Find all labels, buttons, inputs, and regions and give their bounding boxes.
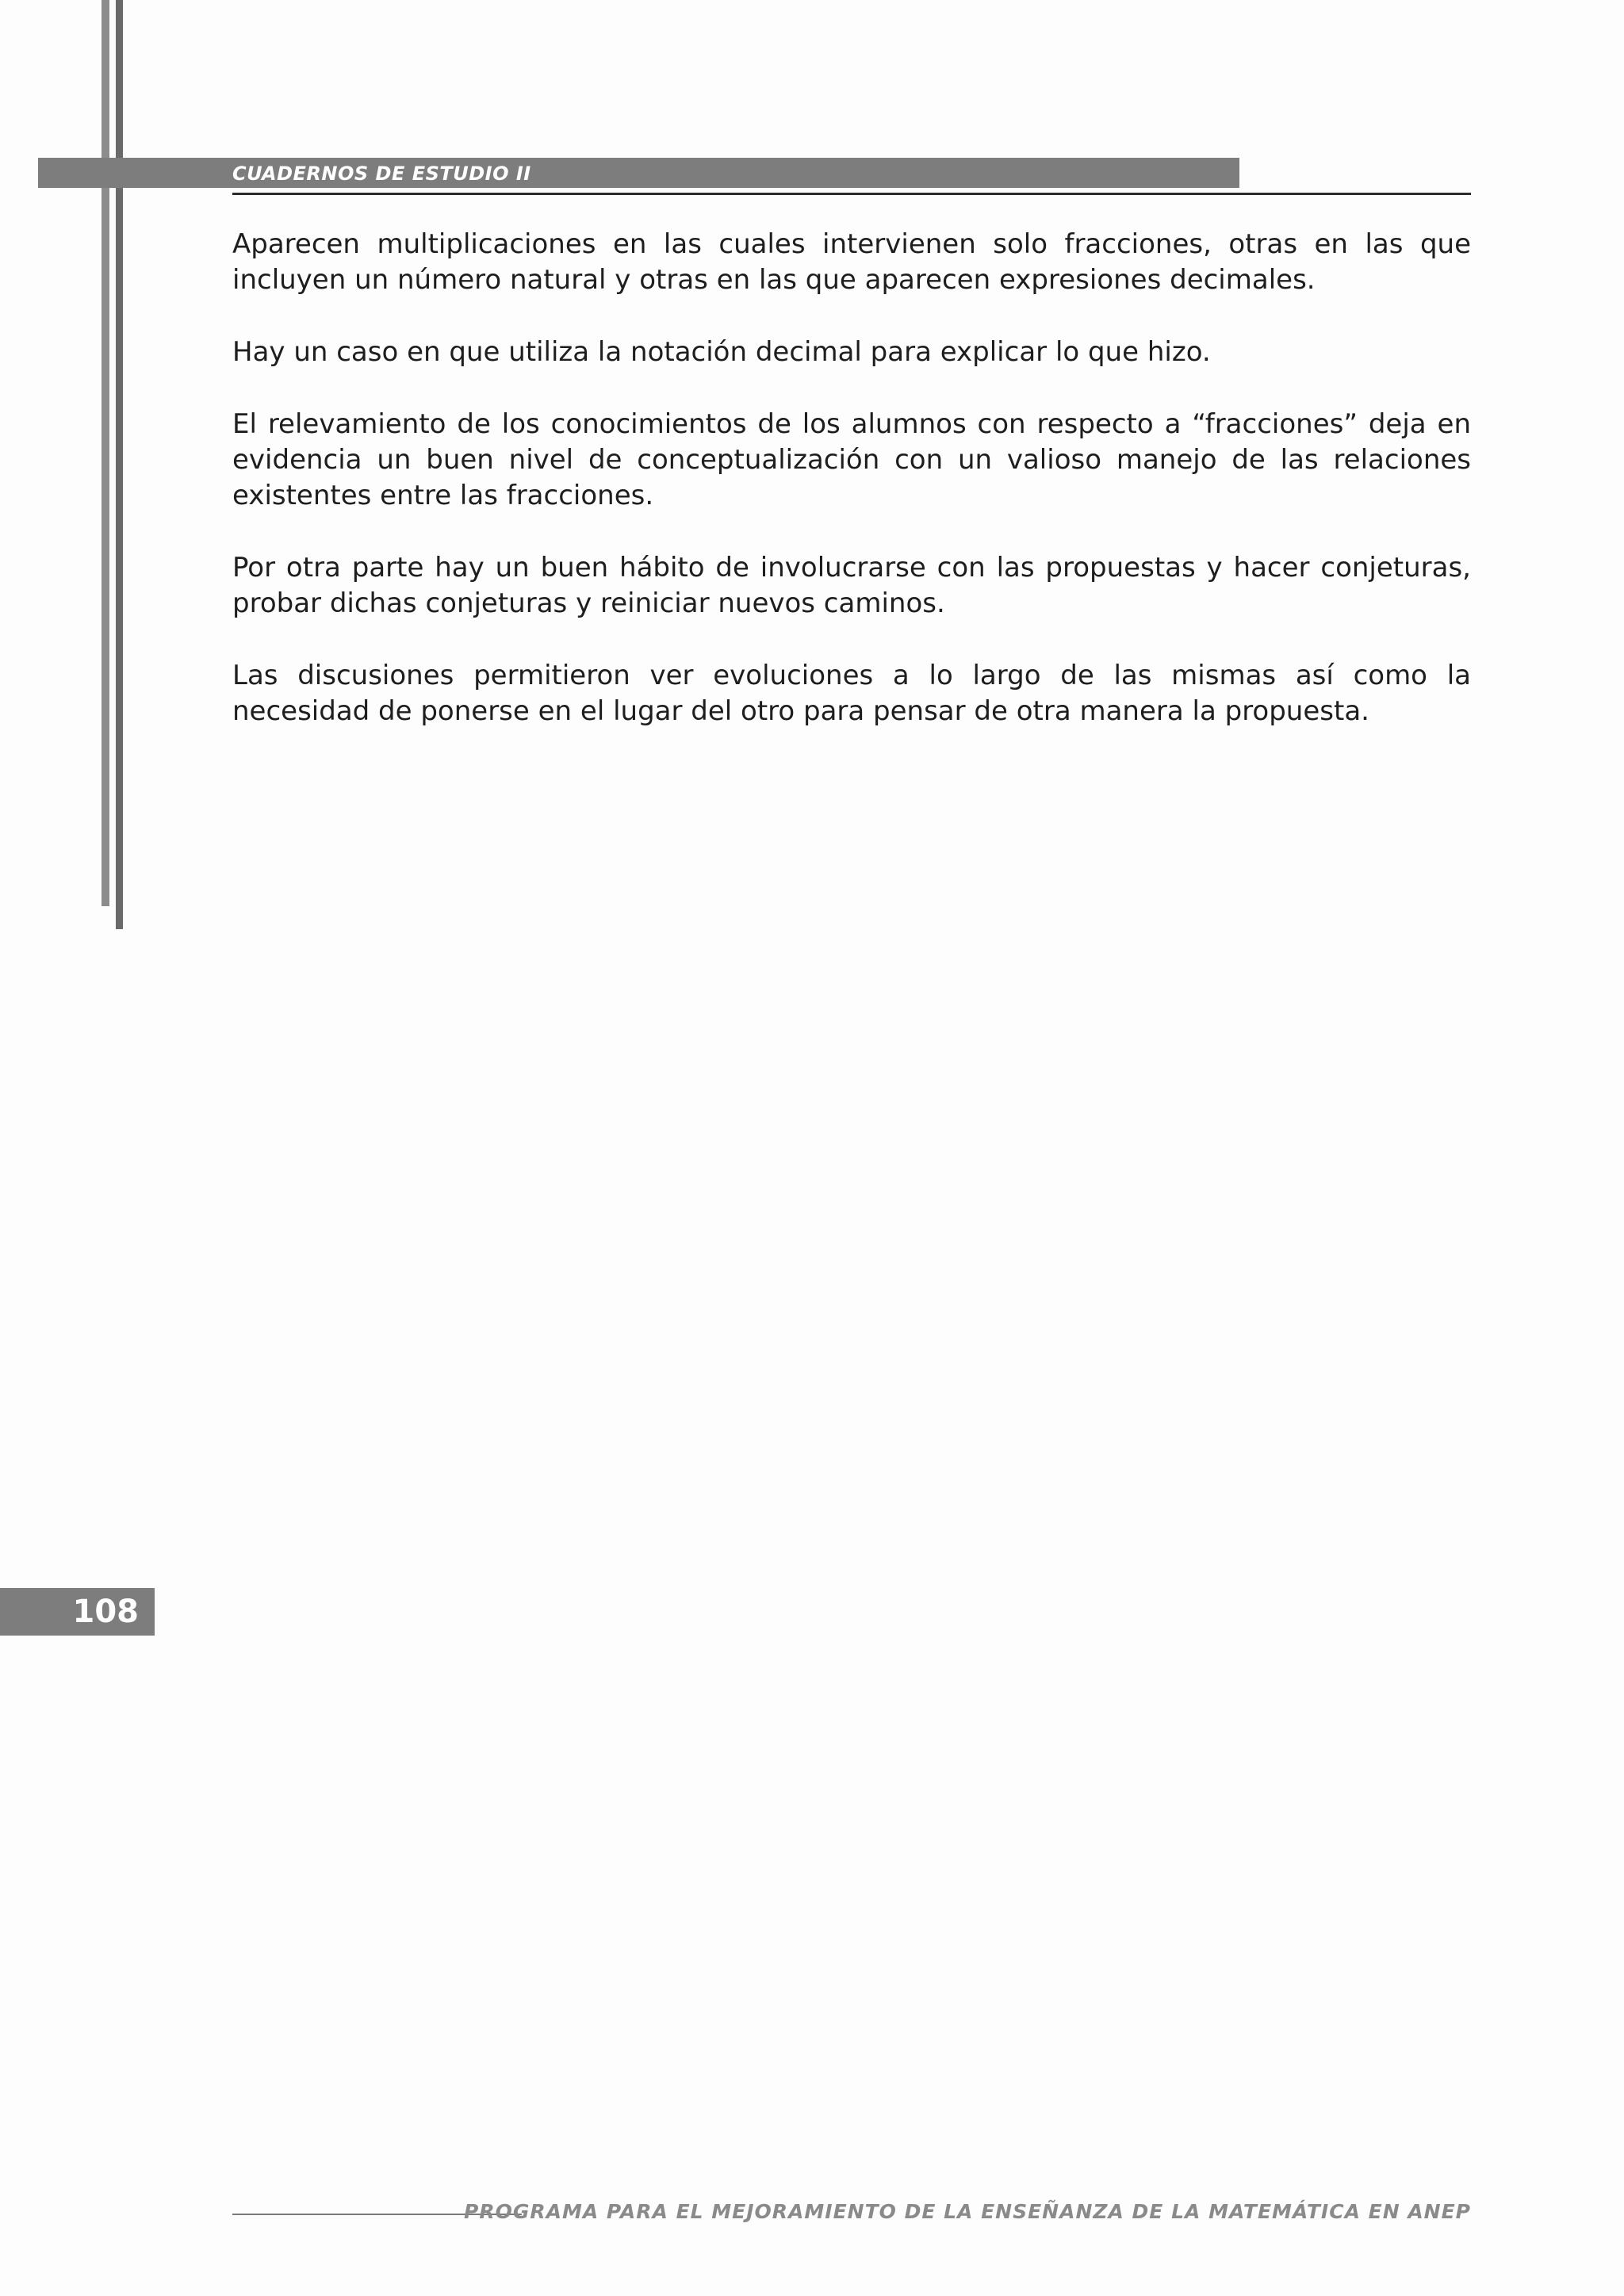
header-rule	[232, 193, 1471, 195]
decorative-vertical-bar-right	[116, 0, 123, 929]
main-content	[232, 227, 1471, 766]
paragraph: Las discusiones permitieron ver evoluciones a lo largo de las mismas así como la necesidad de ponerse en el lugar del otro para pensar de otra manera la propuesta.	[232, 660, 1471, 727]
paragraph: Por otra parte hay un buen hábito de involucrarse con las propuestas y hacer conjeturas, probar dichas conjeturas y reiniciar nuevos caminos.	[232, 552, 1471, 619]
decorative-vertical-bar-left	[102, 0, 109, 906]
page-number-tab	[0, 1588, 155, 1636]
paragraph: Hay un caso en que utiliza la notación decimal para explicar lo que hizo.	[232, 336, 1211, 368]
page-number: 108	[72, 1594, 139, 1630]
footer-program-title: PROGRAMA PARA EL MEJORAMIENTO DE LA ENSEÑANZA DE LA MATEMÁTICA EN ANEP	[464, 2200, 1471, 2223]
paragraph: El relevamiento de los conocimientos de los alumnos con respecto a “fracciones” deja en evidencia un buen nivel de conceptualización con un valioso manejo de las relaciones existentes entre las fracciones.	[232, 408, 1471, 511]
paragraph: Aparecen multiplicaciones en las cuales intervienen solo fracciones, otras en las que incluyen un número natural y otras en las que aparecen expresiones decimales.	[232, 228, 1471, 296]
running-header-title: CUADERNOS DE ESTUDIO II	[232, 163, 531, 185]
header-band	[38, 158, 1239, 188]
